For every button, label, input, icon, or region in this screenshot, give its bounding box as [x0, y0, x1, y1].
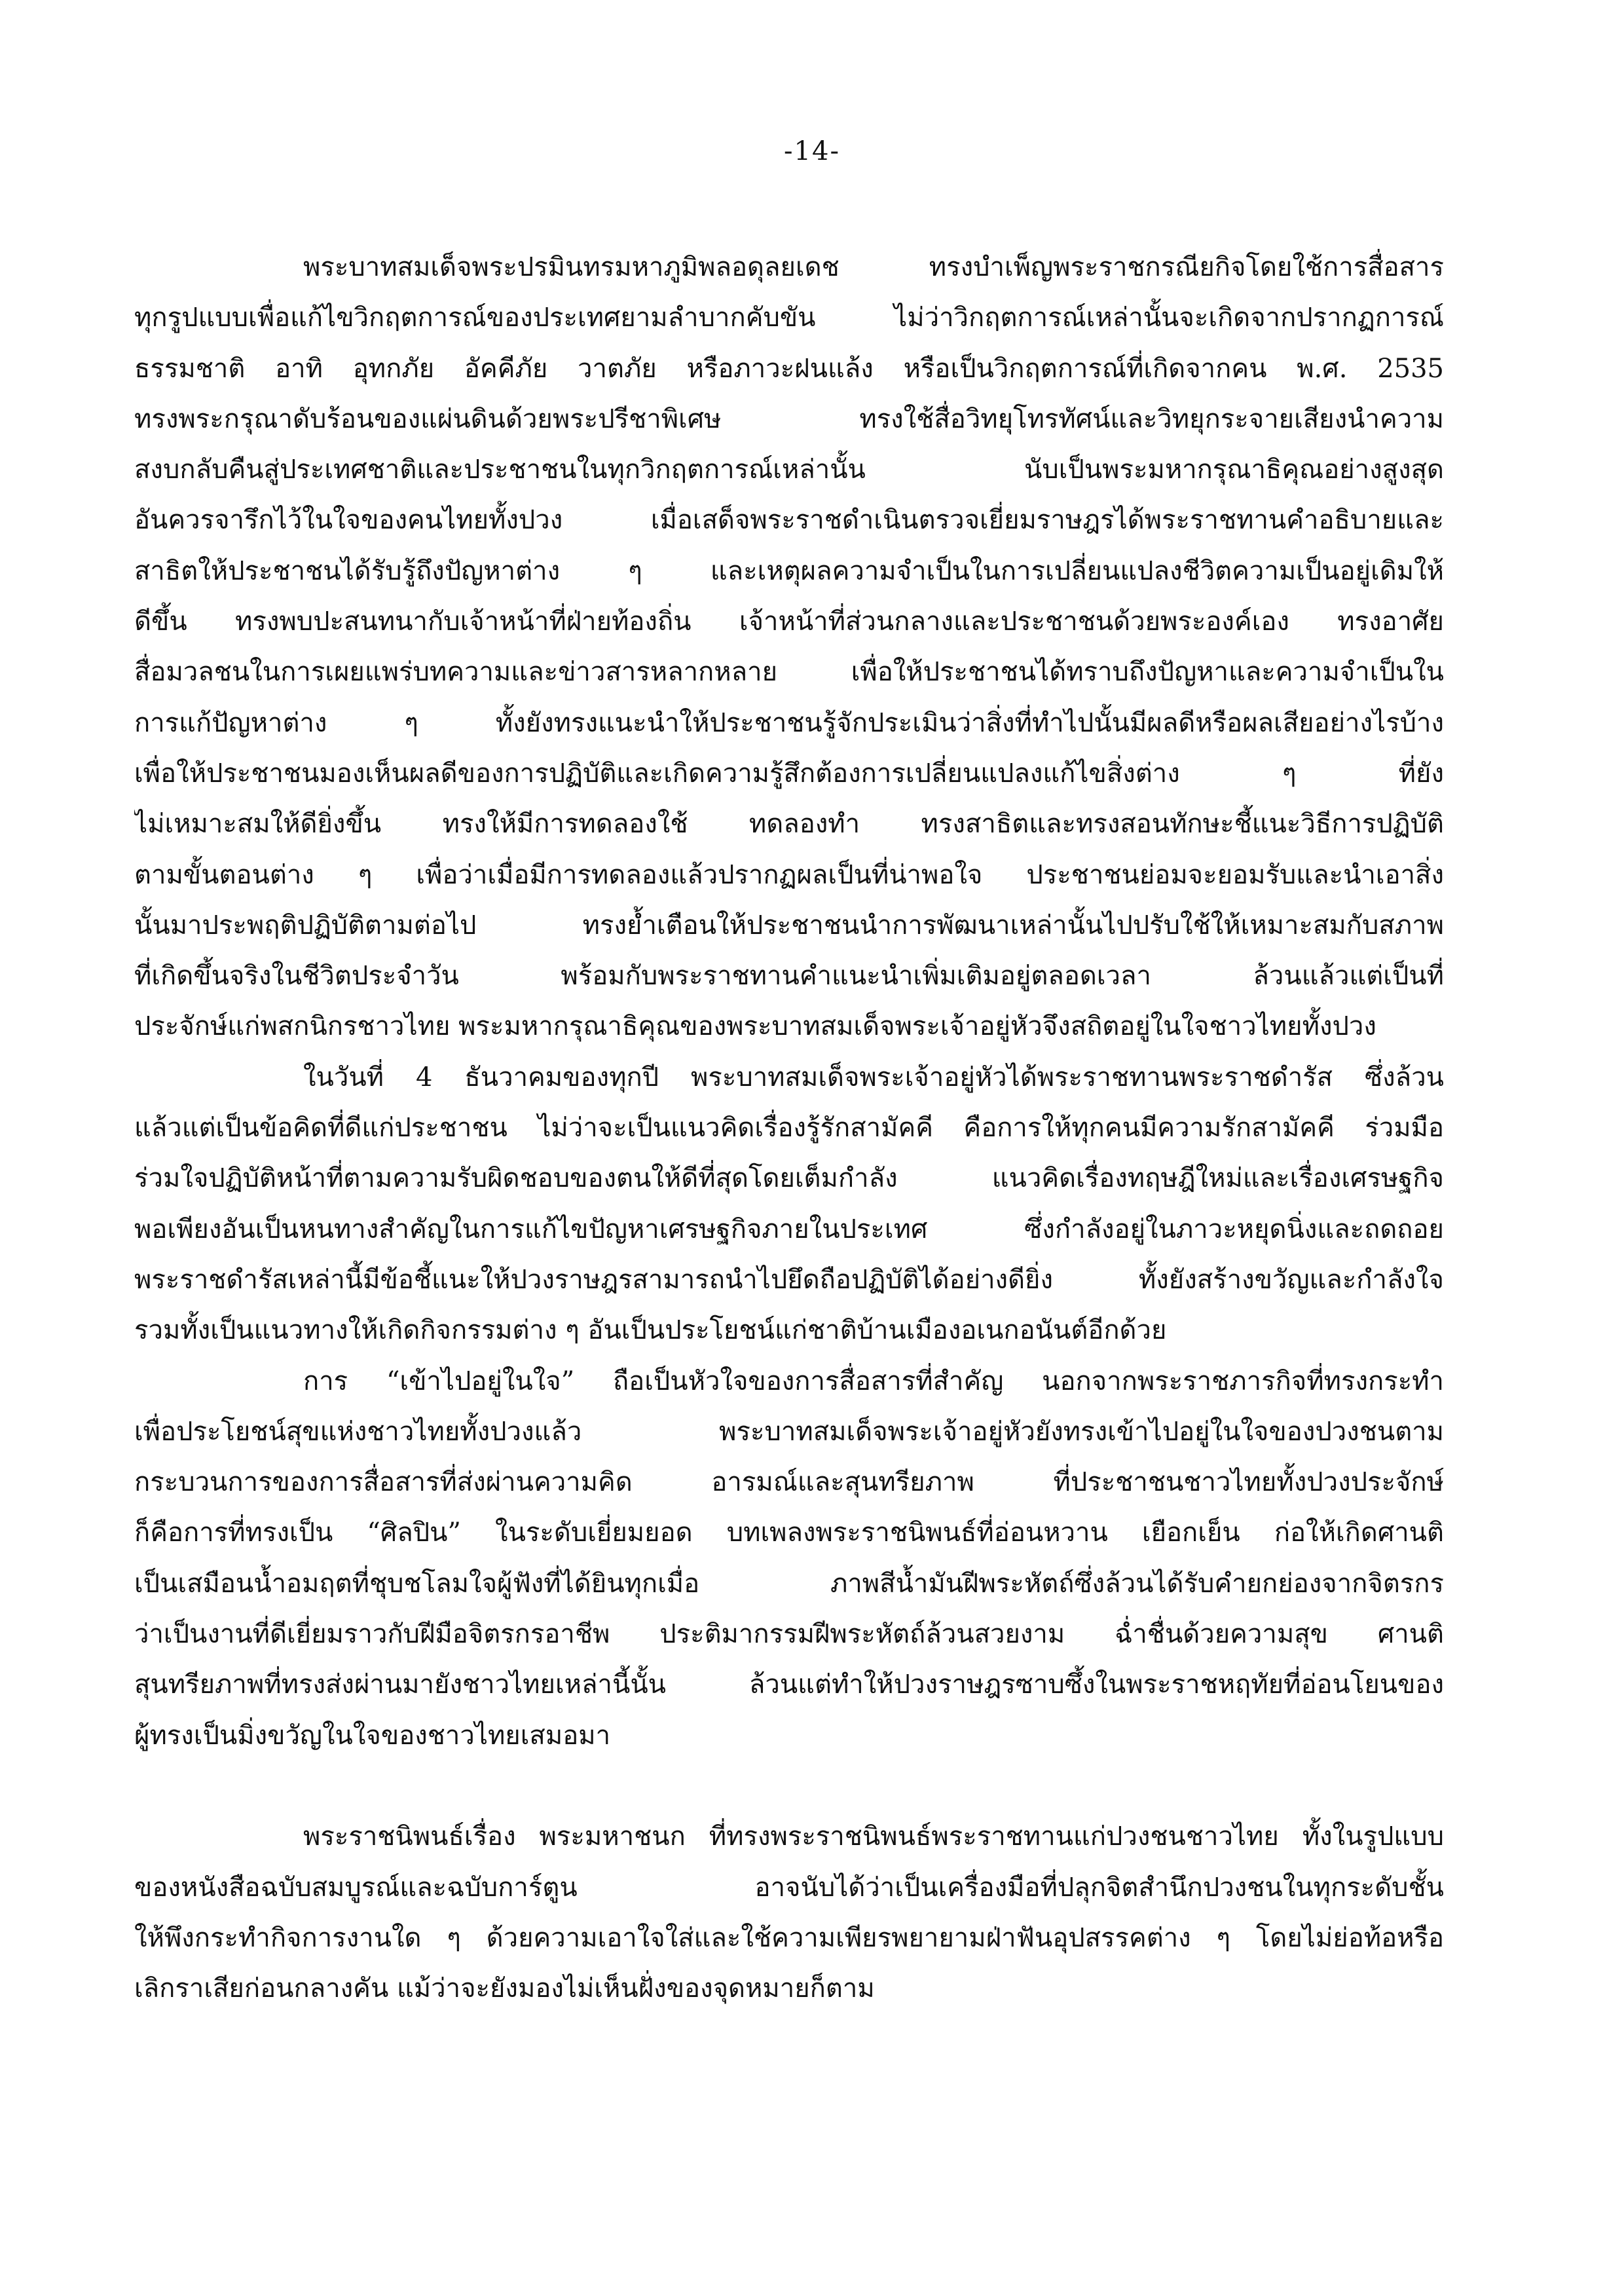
- text-line: สงบกลับคืนสู่ประเทศชาติและประชาชนในทุกวิกฤตการณ์เหล่านั้น นับเป็นพระมหากรุณาธิคุณอย่างสูงสุด: [134, 455, 1444, 485]
- text-line: กระบวนการของการสื่อสารที่ส่งผ่านความคิด อารมณ์และสุนทรียภาพ ที่ประชาชนชาวไทยทั้งปวงประจักษ์: [134, 1467, 1444, 1498]
- text-line: ตามขั้นตอนต่าง ๆ เพื่อว่าเมื่อมีการทดลองแล้วปรากฏผลเป็นที่น่าพอใจ ประชาชนย่อมจะยอมรับและนำเอาสิ่ง: [134, 859, 1444, 890]
- page-number: -14-: [784, 136, 840, 166]
- text-line: นั้นมาประพฤติปฏิบัติตามต่อไป ทรงย้ำเตือนให้ประชาชนนำการพัฒนาเหล่านั้นไปปรับใช้ให้เหมาะสมกับสภาพ: [134, 910, 1444, 941]
- text-line: ในวันที่ 4 ธันวาคมของทุกปี พระบาทสมเด็จพระเจ้าอยู่หัวได้พระราชทานพระราชดำรัส ซึ่งล้วน: [303, 1062, 1444, 1092]
- text-line: ที่เกิดขึ้นจริงในชีวิตประจำวัน พร้อมกับพระราชทานคำแนะนำเพิ่มเติมอยู่ตลอดเวลา ล้วนแล้วแต่เป็นที่: [134, 961, 1444, 992]
- text-line: รวมทั้งเป็นแนวทางให้เกิดกิจกรรมต่าง ๆ อันเป็นประโยชน์แก่ชาติบ้านเมืองอเนกอนันต์อีกด้วย: [134, 1315, 1167, 1346]
- text-line: ก็คือการที่ทรงเป็น “ศิลปิน” ในระดับเยี่ยมยอด บทเพลงพระราชนิพนธ์ที่อ่อนหวาน เยือกเย็น ก่อให้เกิดศานติ: [134, 1518, 1444, 1548]
- text-line: พระราชนิพนธ์เรื่อง พระมหาชนก ที่ทรงพระราชนิพนธ์พระราชทานแก่ปวงชนชาวไทย ทั้งในรูปแบบ: [303, 1821, 1444, 1852]
- text-line: เพื่อประโยชน์สุขแห่งชาวไทยทั้งปวงแล้ว พระบาทสมเด็จพระเจ้าอยู่หัวยังทรงเข้าไปอยู่ในใจของปวงชนตาม: [134, 1416, 1444, 1447]
- text-line: ทรงพระกรุณาดับร้อนของแผ่นดินด้วยพระปรีชาพิเศษ ทรงใช้สื่อวิทยุโทรทัศน์และวิทยุกระจายเสียงนำความ: [134, 403, 1444, 434]
- text-line: สุนทรียภาพที่ทรงส่งผ่านมายังชาวไทยเหล่านี้นั้น ล้วนแต่ทำให้ปวงราษฎรซาบซึ้งในพระราชหฤทัยที่อ่อนโยนของ: [134, 1670, 1444, 1700]
- text-line: ธรรมชาติ อาทิ อุทกภัย อัคคีภัย วาตภัย หรือภาวะฝนแล้ง หรือเป็นวิกฤตการณ์ที่เกิดจากคน พ.ศ. 2535: [134, 353, 1444, 384]
- text-line: เป็นเสมือนน้ำอมฤตที่ชุบชโลมใจผู้ฟังที่ได้ยินทุกเมื่อ ภาพสีน้ำมันฝีพระหัตถ์ซึ่งล้วนได้รับคำยกย่องจากจิตรกร: [134, 1568, 1444, 1599]
- text-line: พระราชดำรัสเหล่านี้มีข้อชี้แนะให้ปวงราษฎรสามารถนำไปยึดถือปฏิบัติได้อย่างดียิ่ง ทั้งยังสร้างขวัญและกำลังใจ: [134, 1264, 1444, 1295]
- text-line: ผู้ทรงเป็นมิ่งขวัญในใจของชาวไทยเสมอมา: [134, 1720, 611, 1751]
- text-line: เพื่อให้ประชาชนมองเห็นผลดีของการปฏิบัติและเกิดความรู้สึกต้องการเปลี่ยนแปลงแก้ไขสิ่งต่าง ๆ ที่ยัง: [134, 758, 1444, 789]
- text-line: ร่วมใจปฏิบัติหน้าที่ตามความรับผิดชอบของตนให้ดีที่สุดโดยเต็มกำลัง แนวคิดเรื่องทฤษฎีใหม่และเรื่องเศรษฐกิจ: [134, 1163, 1444, 1194]
- text-line: ดีขึ้น ทรงพบปะสนทนากับเจ้าหน้าที่ฝ่ายท้องถิ่น เจ้าหน้าที่ส่วนกลางและประชาชนด้วยพระองค์เอง ทรงอาศัย: [134, 606, 1444, 637]
- text-line: ของหนังสือฉบับสมบูรณ์และฉบับการ์ตูน อาจนับได้ว่าเป็นเครื่องมือที่ปลุกจิตสำนึกปวงชนในทุกระดับชั้น: [134, 1872, 1444, 1903]
- text-line: ให้พึงกระทำกิจการงานใด ๆ ด้วยความเอาใจใส่และใช้ความเพียรพยายามฝ่าฟันอุปสรรคต่าง ๆ โดยไม่ย่อท้อหรือ: [134, 1922, 1444, 1953]
- text-line: การแก้ปัญหาต่าง ๆ ทั้งยังทรงแนะนำให้ประชาชนรู้จักประเมินว่าสิ่งที่ทำไปนั้นมีผลดีหรือผลเสียอย่างไรบ้าง: [134, 707, 1444, 738]
- text-line: พอเพียงอันเป็นหนทางสำคัญในการแก้ไขปัญหาเศรษฐกิจภายในประเทศ ซึ่งกำลังอยู่ในภาวะหยุดนิ่งและถดถอย: [134, 1214, 1444, 1244]
- text-line: สื่อมวลชนในการเผยแพร่บทความและข่าวสารหลากหลาย เพื่อให้ประชาชนได้ทราบถึงปัญหาและความจำเป็นใน: [134, 657, 1444, 688]
- text-line: สาธิตให้ประชาชนได้รับรู้ถึงปัญหาต่าง ๆ และเหตุผลความจำเป็นในการเปลี่ยนแปลงชีวิตความเป็นอยู่เดิมให้: [134, 555, 1444, 586]
- body-text: [134, 242, 1444, 2014]
- text-line: เลิกราเสียก่อนกลางคัน แม้ว่าจะยังมองไม่เห็นฝั่งของจุดหมายก็ตาม: [134, 1973, 875, 2004]
- text-line: ไม่เหมาะสมให้ดียิ่งขึ้น ทรงให้มีการทดลองใช้ ทดลองทำ ทรงสาธิตและทรงสอนทักษะชี้แนะวิธีการปฏิบัติ: [134, 809, 1444, 840]
- text-line: ประจักษ์แก่พสกนิกรชาวไทย พระมหากรุณาธิคุณของพระบาทสมเด็จพระเจ้าอยู่หัวจึงสถิตอยู่ในใจชาวไทยทั้งปวง: [134, 1011, 1376, 1042]
- text-line: อันควรจารึกไว้ในใจของคนไทยทั้งปวง เมื่อเสด็จพระราชดำเนินตรวจเยี่ยมราษฎรได้พระราชทานคำอธิบายและ: [134, 505, 1444, 536]
- text-line: แล้วแต่เป็นข้อคิดที่ดีแก่ประชาชน ไม่ว่าจะเป็นแนวคิดเรื่องรู้รักสามัคคี คือการให้ทุกคนมีความรักสามัคคี ร่วมมือ: [134, 1113, 1444, 1144]
- text-line: การ “เข้าไปอยู่ในใจ” ถือเป็นหัวใจของการสื่อสารที่สำคัญ นอกจากพระราชภารกิจที่ทรงกระทำ: [303, 1366, 1444, 1396]
- text-line: [134, 1761, 1444, 1812]
- text-line: ทุกรูปแบบเพื่อแก้ไขวิกฤตการณ์ของประเทศยามลำบากคับขัน ไม่ว่าวิกฤตการณ์เหล่านั้นจะเกิดจากปรากฏการณ์: [134, 303, 1444, 333]
- text-line: พระบาทสมเด็จพระปรมินทรมหาภูมิพลอดุลยเดช ทรงบำเพ็ญพระราชกรณียกิจโดยใช้การสื่อสาร: [303, 252, 1444, 282]
- text-line: ว่าเป็นงานที่ดีเยี่ยมราวกับฝีมือจิตรกรอาชีพ ประติมากรรมฝีพระหัตถ์ล้วนสวยงาม ฉ่ำชื่นด้วยความสุข ศานติ: [134, 1619, 1444, 1650]
